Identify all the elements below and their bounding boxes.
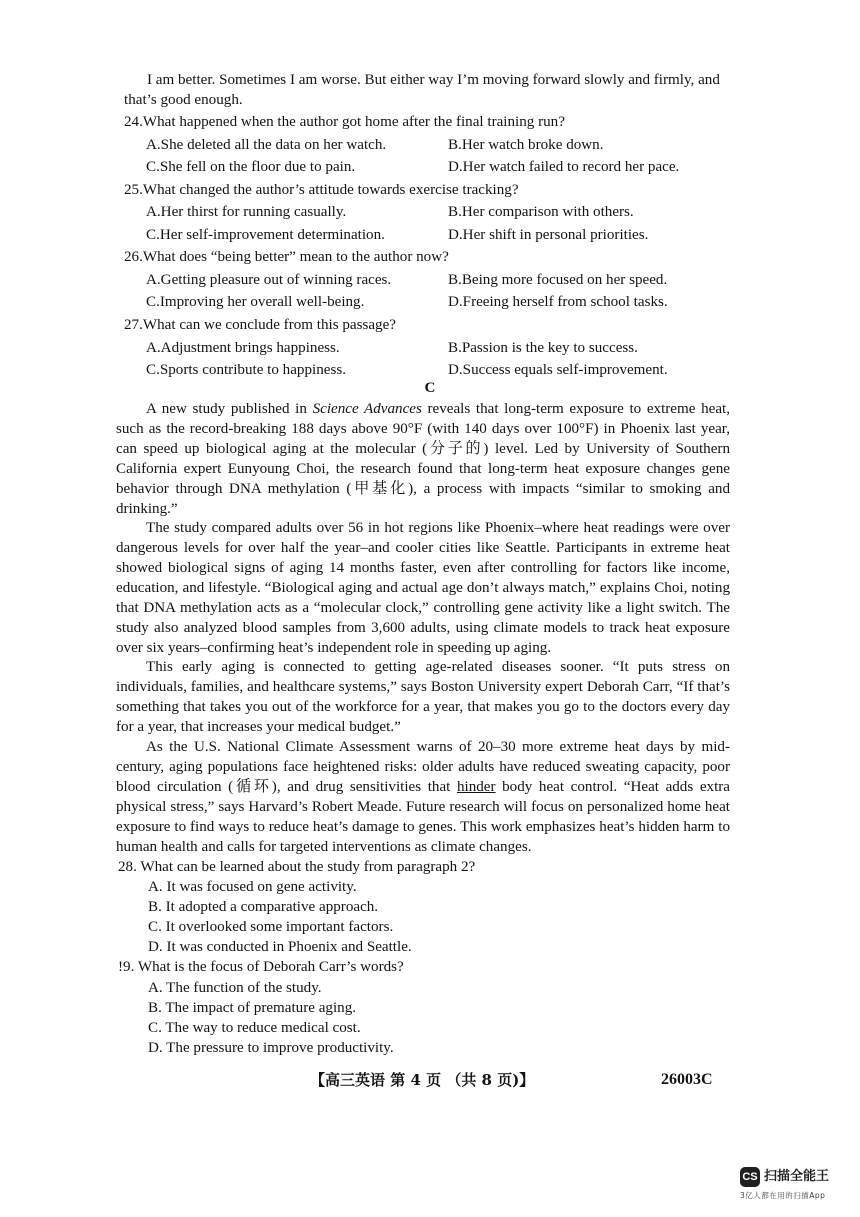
question-24-option-d: D.Her watch failed to record her pace. (448, 159, 680, 175)
scanner-tagline: 3亿人都在用的扫描App (740, 1191, 826, 1200)
page-footer-label: 【高三英语 第 4 页 （共 8 页)】 (310, 1071, 535, 1089)
question-28-option-c: C. It overlooked some important factors. (148, 919, 394, 935)
question-26-stem: 26.What does “being better” mean to the author now? (124, 249, 449, 265)
question-29-stem: !9. What is the focus of Deborah Carr’s words? (118, 959, 404, 975)
question-26-option-c: C.Improving her overall well-being. (146, 294, 365, 310)
question-27-stem: 27.What can we conclude from this passage? (124, 317, 397, 333)
question-27-option-d: D.Success equals self-improvement. (448, 362, 668, 378)
question-25-option-c: C.Her self-improvement determination. (146, 227, 385, 243)
passage-paragraph-4: As the U.S. National Climate Assessment warns of 20–30 more extreme heat days by mid-century, aging populations face heightened risks: older adults have reduced sweating capacity, poor blood circulation (循环), and drug sensitivities that hinder body heat control. “Heat adds extra physical stress,” says Harvard’s Robert Meade. Future research will focus on personalized home heat exposure to find ways to reduce heat’s damage to genes. This work emphasizes heat’s hidden harm to human health and calls for targeted interventions as climate changes. (116, 739, 730, 855)
question-24-option-a: A.She deleted all the data on her watch. (146, 137, 387, 153)
question-26-option-a: A.Getting pleasure out of winning races. (146, 272, 392, 288)
passage-paragraph-3: This early aging is connected to getting age-related diseases sooner. “It puts stress on individuals, families, and healthcare systems,” says Boston University expert Deborah Carr, “If that’s something that takes you out of the workforce for a year, that makes you go to the doctors every day for a year, that increases your medical budget.” (116, 659, 730, 735)
question-28-option-a: A. It was focused on gene activity. (148, 879, 357, 895)
question-28-option-d: D. It was conducted in Phoenix and Seattle. (148, 939, 412, 955)
question-27-option-c: C.Sports contribute to happiness. (146, 362, 346, 378)
question-26-option-d: D.Freeing herself from school tasks. (448, 294, 668, 310)
underlined-word: hinder (456, 779, 496, 795)
scanner-app-name: 扫描全能王 (764, 1169, 830, 1184)
question-29-option-b: B. The impact of premature aging. (148, 1000, 357, 1016)
question-24-option-c: C.She fell on the floor due to pain. (146, 159, 356, 175)
section-heading: C (424, 380, 436, 396)
passage-paragraph-1: A new study published in Science Advances reveals that long-term exposure to extreme heat, such as the record-breaking 188 days above 90°F (with 140 days over 100°F) in Phoenix last year, can speed up biological aging at the molecular (分子的) level. Led by University of Southern California expert Eunyoung Choi, the research found that long-term heat exposure changes gene behavior through DNA methylation (甲基化), a process with impacts “similar to smoking and drinking.” (116, 401, 730, 517)
question-28-stem: 28. What can be learned about the study from paragraph 2? (118, 859, 476, 875)
exam-code: 26003C (661, 1071, 713, 1088)
camscanner-logo-icon: CS (740, 1167, 760, 1187)
question-29-option-c: C. The way to reduce medical cost. (148, 1020, 361, 1036)
question-25-option-b: B.Her comparison with others. (448, 204, 634, 220)
journal-name: Science Advances (312, 401, 422, 417)
intro-line-1: I am better. Sometimes I am worse. But either way I’m moving forward slowly and firmly, and (147, 72, 720, 88)
question-24-stem: 24.What happened when the author got home after the final training run? (124, 114, 565, 130)
question-25-option-a: A.Her thirst for running casually. (146, 204, 347, 220)
intro-line-2: that’s good enough. (124, 92, 243, 108)
question-28-option-b: B. It adopted a comparative approach. (148, 899, 379, 915)
question-25-option-d: D.Her shift in personal priorities. (448, 227, 649, 243)
question-25-stem: 25.What changed the author’s attitude towards exercise tracking? (124, 182, 519, 198)
question-27-option-b: B.Passion is the key to success. (448, 340, 638, 356)
question-27-option-a: A.Adjustment brings happiness. (146, 340, 340, 356)
question-29-option-d: D. The pressure to improve productivity. (148, 1040, 394, 1056)
question-24-option-b: B.Her watch broke down. (448, 137, 604, 153)
question-29-option-a: A. The function of the study. (148, 980, 322, 996)
passage-paragraph-2: The study compared adults over 56 in hot regions like Phoenix–where heat readings were over dangerous levels for over half the year–and cooler cities like Seattle. Participants in extreme heat showed biological signs of aging 14 months faster, even after controlling for factors like income, education, and lifestyle. “Biological aging and actual age don’t always match,” explains Choi, noting that DNA methylation acts as a “molecular clock,” controlling gene activity like a light switch. The study also analyzed blood samples from 3,600 adults, using climate models to track heat exposure over six years–confirming heat’s independent role in speeding up aging. (116, 520, 730, 656)
question-26-option-b: B.Being more focused on her speed. (448, 272, 668, 288)
